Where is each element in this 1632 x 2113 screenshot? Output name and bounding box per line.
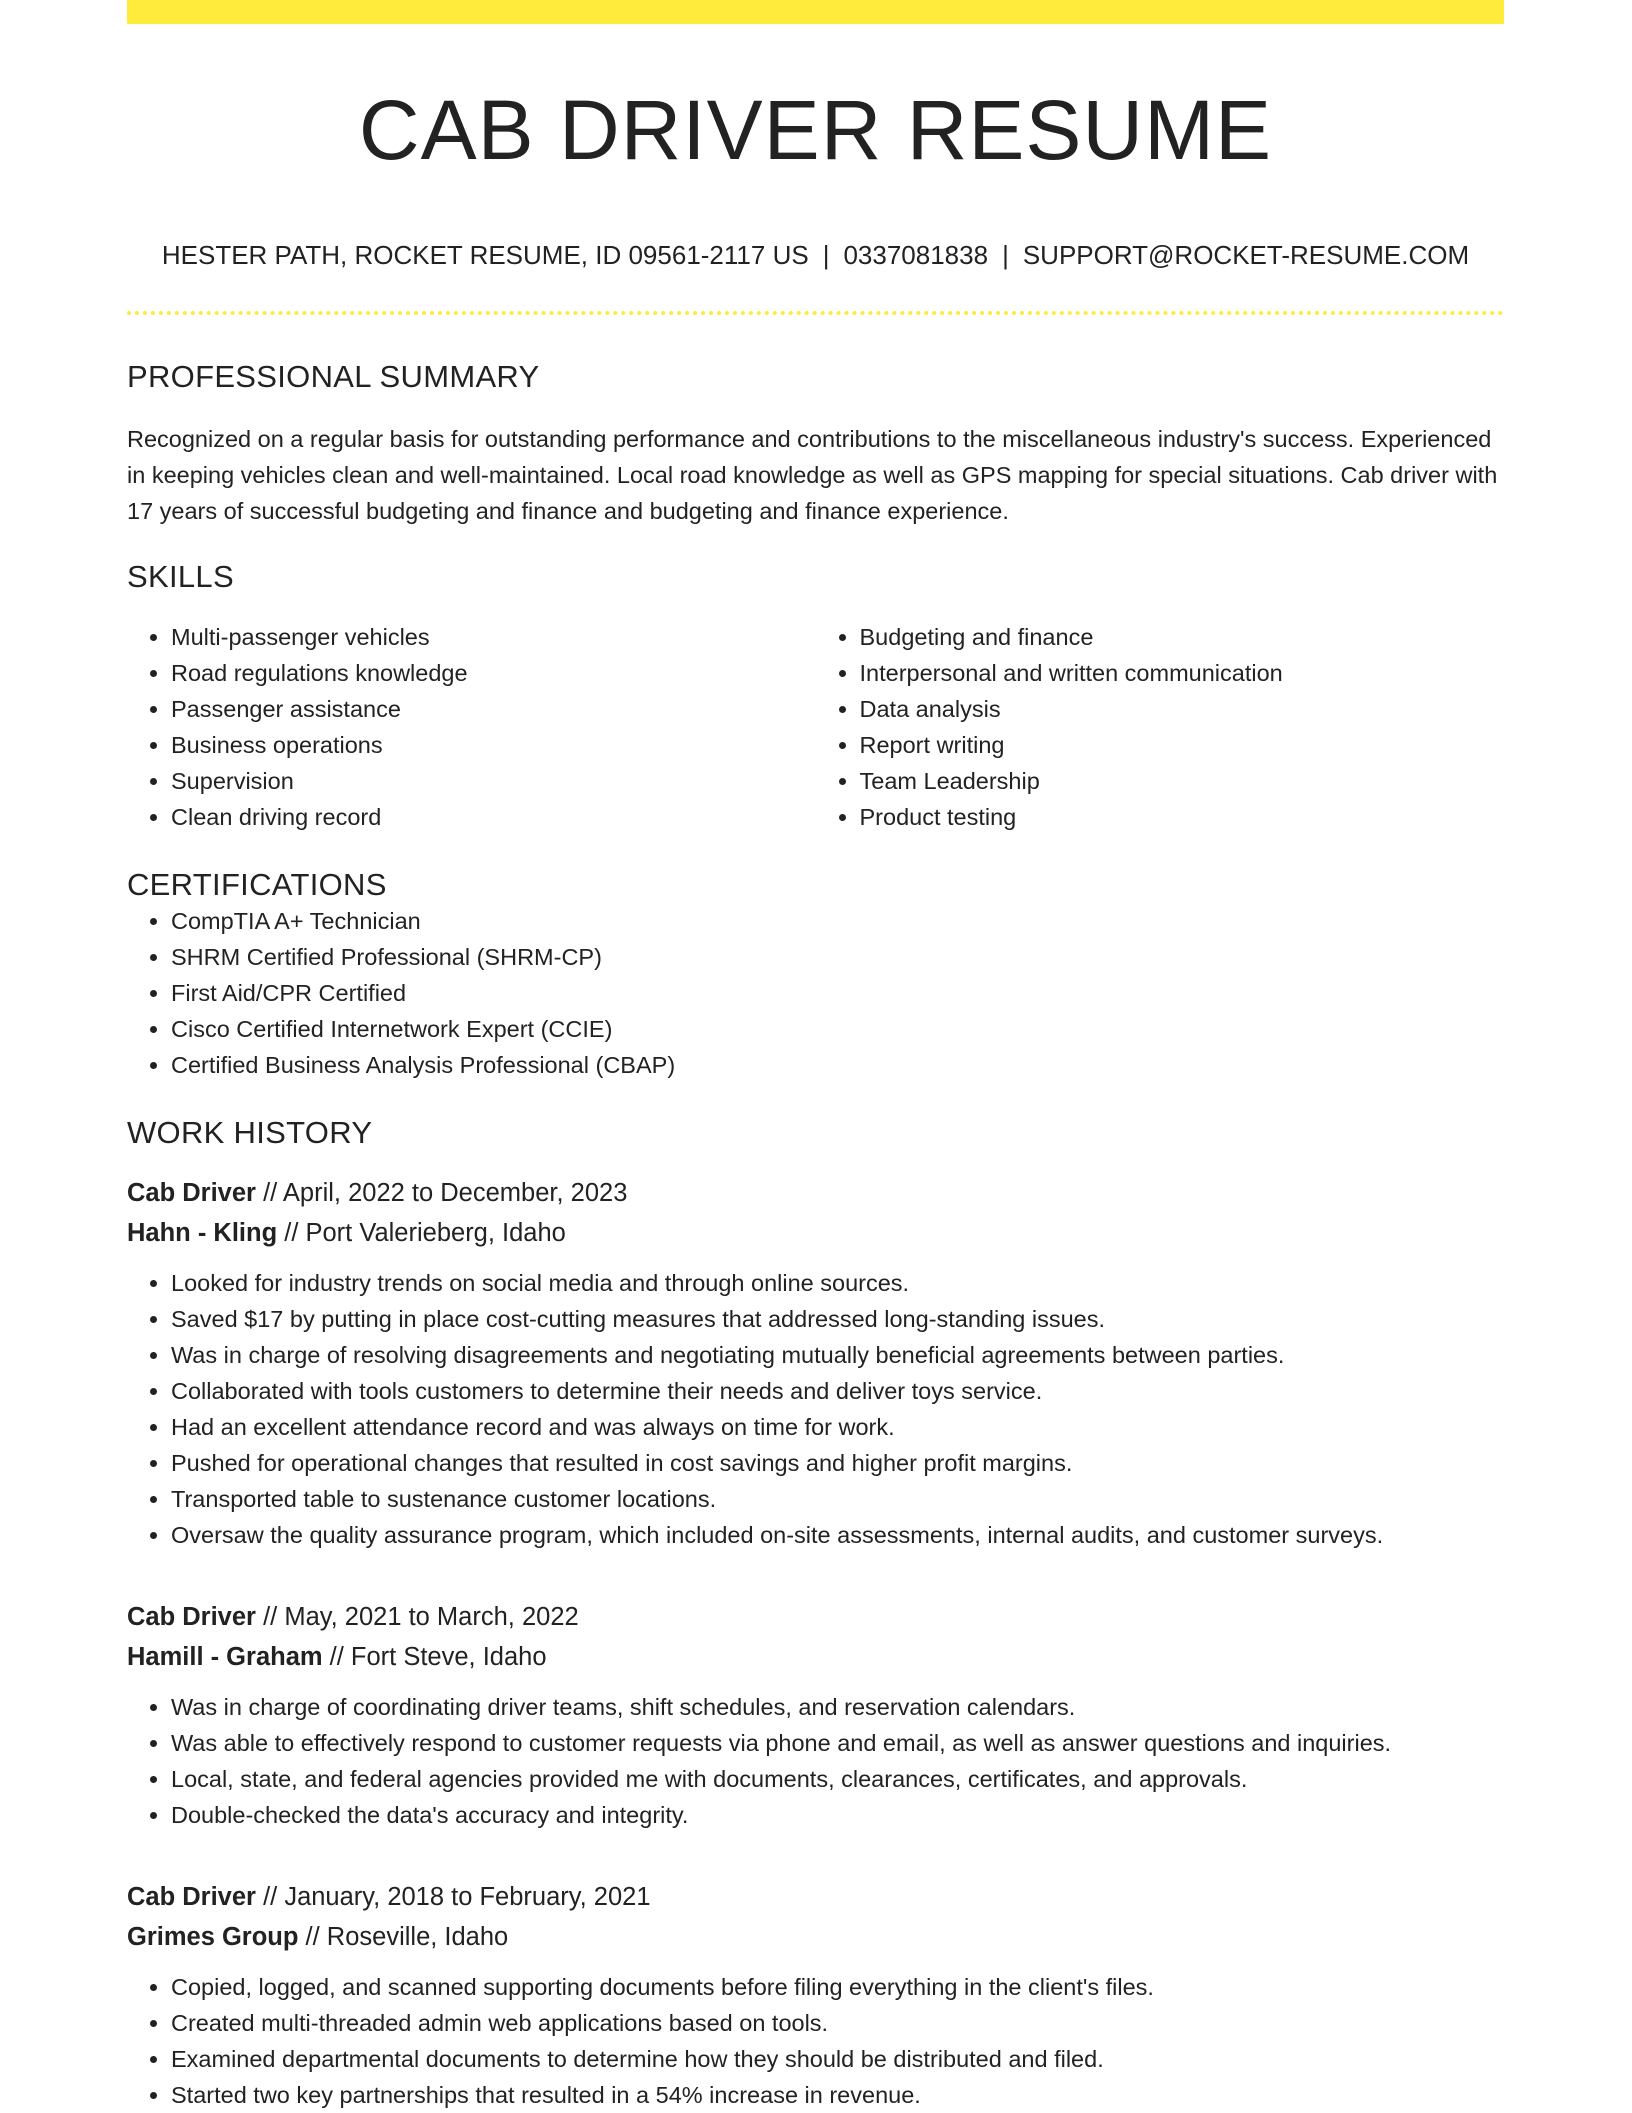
contact-separator: | [1002,240,1009,271]
job-dates: // January, 2018 to February, 2021 [255,1883,651,1912]
skill-item: • Interpersonal and written communication [860,655,1505,691]
job-bullet: • Collaborated with tools customers to determine their needs and deliver toys service. [171,1373,1504,1409]
job-role: Cab Driver [127,1883,256,1912]
top-accent-bar [127,0,1504,24]
certification-item: • CompTIA A+ Technician [171,903,1504,939]
job-role: Cab Driver [127,1179,256,1208]
job-bullet: • Was in charge of resolving disagreements and negotiating mutually beneficial agreements between parties. [171,1337,1504,1373]
certifications-heading: CERTIFICATIONS [127,867,387,903]
job-bullet: • Had an excellent attendance record and was always on time for work. [171,1409,1504,1445]
skills-right-list [816,619,1505,835]
job-bullet: • Oversaw the quality assurance program, which included on-site assessments, internal audits, and customer surveys. [171,1517,1504,1553]
skill-item: • Product testing [860,799,1505,835]
work-history-heading: WORK HISTORY [127,1115,373,1151]
contact-phone: 0337081838 [843,240,989,271]
job-entry [127,1173,1504,1553]
job-entry [127,1877,1504,2113]
job-bullet: • Examined departmental documents to determine how they should be distributed and filed. [171,2041,1504,2077]
contact-address: HESTER PATH, ROCKET RESUME, ID 09561-2117 US [161,240,809,271]
skill-item: • Team Leadership [860,763,1505,799]
skill-item: • Clean driving record [171,799,816,835]
job-location: // Port Valerieberg, Idaho [277,1219,566,1248]
dotted-divider [127,311,1504,315]
certifications-list [127,903,1504,1083]
job-bullet: • Was in charge of coordinating driver teams, shift schedules, and reservation calendars. [171,1689,1504,1725]
skill-item: • Multi-passenger vehicles [171,619,816,655]
resume-title: CAB DRIVER RESUME [358,83,1273,177]
job-bullet: • Was able to effectively respond to customer requests via phone and email, as well as answer questions and inquiries. [171,1725,1504,1761]
contact-line [127,240,1504,271]
job-bullet: • Saved $17 by putting in place cost-cutting measures that addressed long-standing issues. [171,1301,1504,1337]
skills-left-list [127,619,816,835]
job-company: Hahn - Kling [127,1219,278,1248]
certification-item: • Cisco Certified Internetwork Expert (CCIE) [171,1011,1504,1047]
job-bullets [127,1689,1504,1833]
skill-item: • Passenger assistance [171,691,816,727]
job-location: // Fort Steve, Idaho [322,1643,547,1672]
job-title-line [127,1173,1504,1213]
job-entry [127,1597,1504,1833]
skill-item: • Road regulations knowledge [171,655,816,691]
job-company-line [127,1213,1504,1253]
certification-item: • Certified Business Analysis Professional (CBAP) [171,1047,1504,1083]
skill-item: • Supervision [171,763,816,799]
job-bullet: • Started two key partnerships that resulted in a 54% increase in revenue. [171,2077,1504,2113]
skills-heading: SKILLS [127,559,234,595]
job-bullet: • Pushed for operational changes that resulted in cost savings and higher profit margins. [171,1445,1504,1481]
job-bullets [127,1265,1504,1553]
skill-item: • Business operations [171,727,816,763]
job-bullet: • Double-checked the data's accuracy and integrity. [171,1797,1504,1833]
job-bullet: • Created multi-threaded admin web applications based on tools. [171,2005,1504,2041]
job-bullet: • Local, state, and federal agencies provided me with documents, clearances, certificates, and approvals. [171,1761,1504,1797]
job-dates: // April, 2022 to December, 2023 [255,1179,628,1208]
skills-columns [127,619,1504,835]
job-title-line [127,1877,1504,1917]
job-company-line [127,1917,1504,1957]
job-role: Cab Driver [127,1603,256,1632]
skill-item: • Report writing [860,727,1505,763]
skill-item: • Budgeting and finance [860,619,1505,655]
job-bullet: • Looked for industry trends on social media and through online sources. [171,1265,1504,1301]
job-company-line [127,1637,1504,1677]
contact-email: SUPPORT@ROCKET-RESUME.COM [1022,240,1470,271]
job-bullets [127,1969,1504,2113]
summary-text: Recognized on a regular basis for outstanding performance and contributions to the miscellaneous industry's success. Experienced in keeping vehicles clean and well-maintained. Local road knowledge as well as GPS mapping for special situations. Cab driver with 17 years of successful budgeting and finance and budgeting and finance experience. [127,426,1498,525]
job-location: // Roseville, Idaho [298,1923,509,1952]
job-bullet: • Transported table to sustenance customer locations. [171,1481,1504,1517]
summary-heading: PROFESSIONAL SUMMARY [127,359,540,395]
certification-item: • First Aid/CPR Certified [171,975,1504,1011]
job-bullet: • Copied, logged, and scanned supporting documents before filing everything in the client's files. [171,1969,1504,2005]
skill-item: • Data analysis [860,691,1505,727]
resume-page [127,0,1504,2113]
job-title-line [127,1597,1504,1637]
certification-item: • SHRM Certified Professional (SHRM-CP) [171,939,1504,975]
job-company: Hamill - Graham [127,1643,323,1672]
job-dates: // May, 2021 to March, 2022 [255,1603,579,1632]
contact-separator: | [822,240,830,271]
job-company: Grimes Group [127,1923,299,1952]
